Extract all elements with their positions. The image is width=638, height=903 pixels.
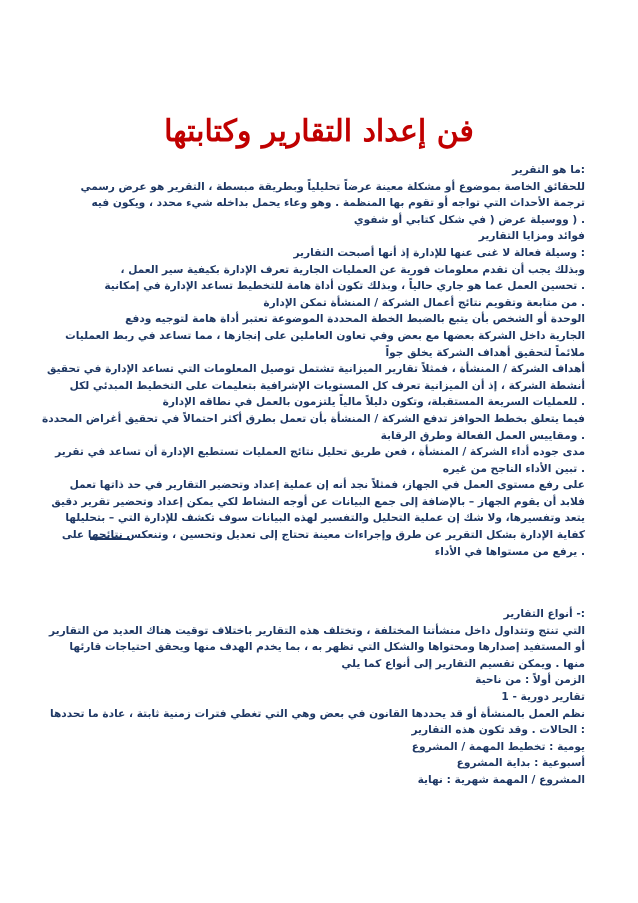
section-divider bbox=[90, 538, 130, 540]
text-line: منها . ويمكن تقسيم التقارير إلى أنواع كما يلي bbox=[341, 657, 585, 670]
text-line: أسبوعية : بداية المشروع bbox=[456, 757, 585, 770]
text-line: على رفع مستوى العمل في الجهاز، فمثلاً نجد أنه إن عملية إعداد وتحضير التقارير في حد ذاتها تعمل bbox=[69, 479, 585, 492]
text-line: : وسيلة فعالة لا غنى عنها للإدارة إذ أنها أصبحت التقارير bbox=[293, 246, 585, 259]
text-line: أهداف الشركة / المنشأة ، فمثلاً تقارير الميزانية تشتمل توصيل المعلومات التي تساعد الإدارة في تحقيق bbox=[46, 363, 585, 376]
text-line: كفاية الإدارة بشكل التقرير عن طرق وإجراءات معينة تحتاج إلى تعديل وتحسين ، وتنعكس نتائجها على bbox=[61, 529, 585, 542]
text-line: المشروع / المهمة شهرية : نهاية bbox=[417, 773, 585, 786]
text-line: يتعد وتفسيرها، ولا شك إن عملية التحليل والتفسير لهذه البيانات سوف تكشف للإدارة التي – بتحليلها bbox=[65, 512, 585, 525]
text-line: أنشطة الشركة ، إذ أن الميزانية تعرف كل المستويات الإشرافية بتعليمات على التخطيط المبدئي لكل bbox=[69, 379, 585, 392]
text-line: ملائماً لتحقيق أهداف الشركة يخلق جواً bbox=[385, 346, 585, 359]
text-line: التي تنتج وتتداول داخل منشأتنا المختلفة ، وتختلف هذه التقارير باختلاف توقيت هناك العديد من التقارير bbox=[49, 624, 585, 637]
text-line: :ما هو التقرير bbox=[512, 164, 585, 176]
text-line: . للعمليات السريعة المستقبلة، وتكون دليلاً مالياً يلتزمون بالعمل في نطاقه الإدارة bbox=[162, 396, 585, 409]
text-line: . تحسين العمل عما هو جاري حالياً ، وبذلك تكون أداة هامة للتخطيط تساعد الإدارة في إمكانية bbox=[104, 280, 585, 293]
section-what-is-report bbox=[42, 162, 585, 560]
page-title: فن إعداد التقارير وكتابتها bbox=[164, 114, 474, 149]
text-line: . ( ووسيلة عرض ( في شكل كتابي أو شفوي bbox=[353, 213, 585, 226]
text-line: الزمن أولاً : من ناحية bbox=[475, 674, 585, 687]
text-line: يومية : تخطيط المهمة / المشروع bbox=[411, 740, 585, 753]
text-line: أو المستفيد إصدارها ومحتواها والشكل التي تظهر به ، بما يخدم الهدف منها ويحقق احتياجات قارئها bbox=[69, 641, 585, 654]
text-line: الجارية داخل الشركة بعضها مع بعض وفي تعاون العاملين على إنجازها ، مما تساعد في ربط العمليات bbox=[65, 329, 585, 342]
text-line: فيما يتعلق بخطط الحوافز تدفع الشركة / المنشأة بأن تعمل بطرق أكثر احتمالاً في تحقيق أغراض المحددة bbox=[42, 412, 585, 425]
text-line: تقارير دورية - 1 bbox=[501, 690, 585, 703]
text-line: :- أنواع التقارير bbox=[503, 608, 585, 620]
text-line: الوحدة أو الشخص بأن يتبع بالضبط الخطة المحددة الموضوعة تعتبر أداة هامة لتوجيه ودفع bbox=[125, 313, 585, 326]
text-line: . يرفع من مستواها في الأداء bbox=[434, 545, 585, 558]
text-line: . ومقاييس العمل الفعالة وطرق الرقابة bbox=[380, 429, 585, 442]
text-line: فلابد أن يقوم الجهاز – بالإضافة إلى جمع البيانات عن أوجه النشاط لكي يمكن إعداد وتحضير تقرير دقيق bbox=[51, 495, 585, 508]
text-line: للحقائق الخاصة بموضوع أو مشكلة معينة عرضاً تحليلياً وبطريقة مبسطة ، التقرير هو عرض رسمي bbox=[80, 180, 585, 193]
text-line: مدى جوده أداء الشركة / المنشأة ، فعن طريق تحليل نتائج العمليات تستطيع الإدارة أن تساعد في تقرير bbox=[55, 446, 585, 459]
text-line: فوائد ومزايا التقارير bbox=[478, 230, 585, 243]
text-line: ترجمة الأحداث التي تواجه أو تقوم بها المنظمة . وهو وعاء يحمل بداخله شيء محدد ، ويكون فيه bbox=[91, 197, 585, 210]
text-line: . من متابعة وتقويم نتائج أعمال الشركة / المنشأة تمكن الإدارة bbox=[263, 296, 585, 309]
text-line: وبذلك يجب أن تقدم معلومات فورية عن العمليات الجارية تعرف الإدارة بكيفية سير العمل ، bbox=[120, 263, 585, 276]
text-line: : الحالات . وقد تكون هذه التقارير bbox=[411, 724, 585, 737]
text-line: . تبين الأداء الناجح من غيره bbox=[442, 462, 585, 475]
section-report-types bbox=[49, 606, 585, 789]
text-line: نظم العمل بالمنشأة أو قد يحددها القانون في بعض وهي التي تغطي فترات زمنية ثابتة ، عادة ما تحددها bbox=[49, 707, 585, 720]
